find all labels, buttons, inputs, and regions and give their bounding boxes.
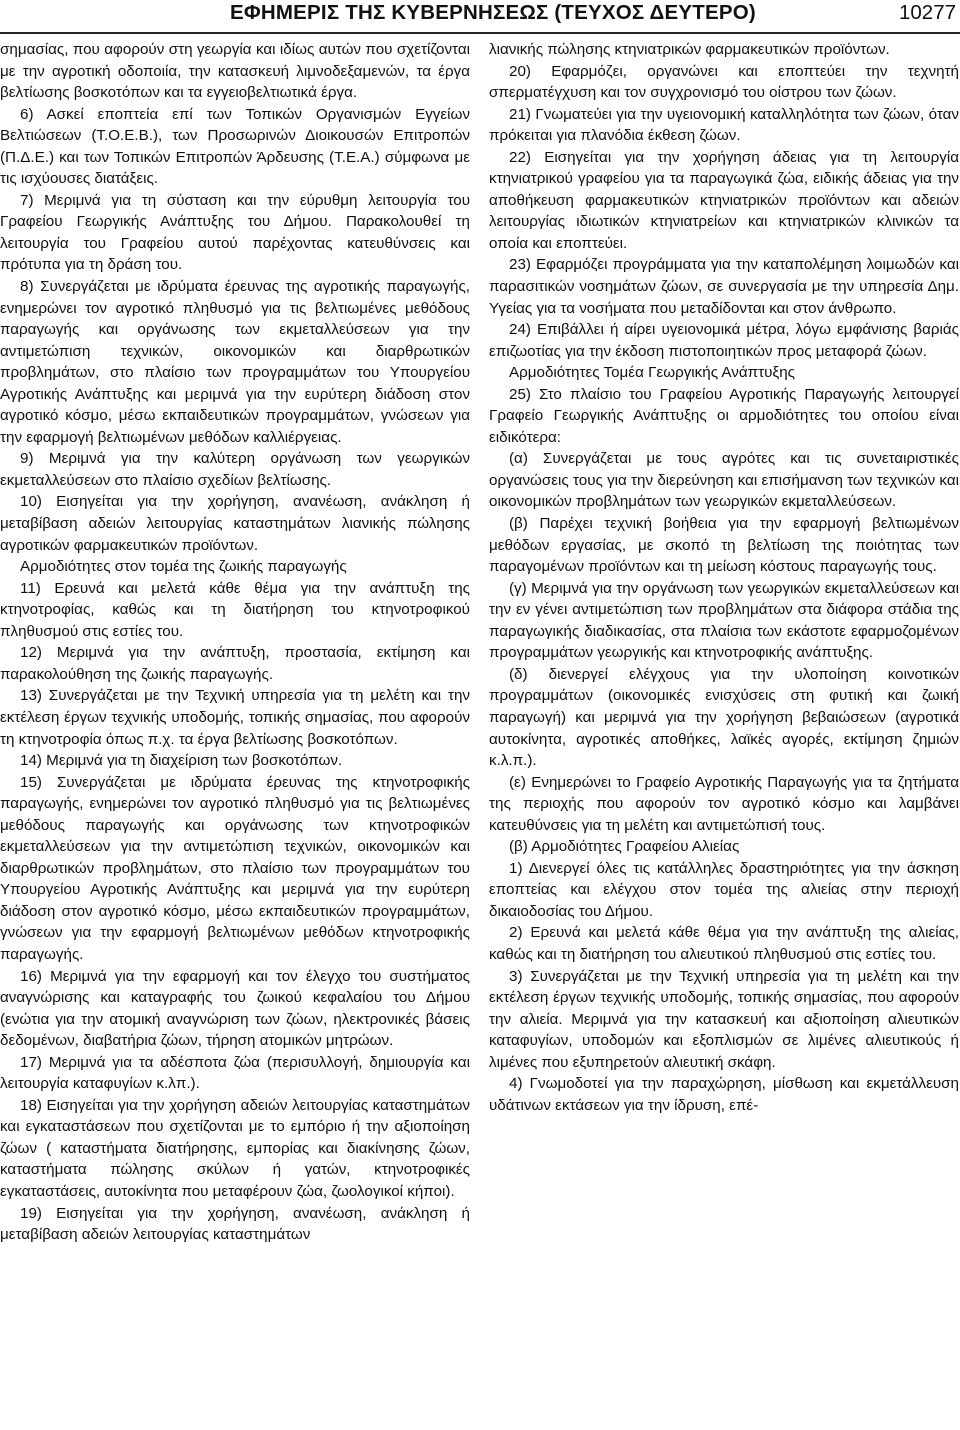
paragraph: 20) Εφαρμόζει, οργανώνει και εποπτεύει την τεχνητή σπερματέγχυση και τον συγχρονισμό του οίστρου των ζώων. [489,62,959,102]
paragraph: (α) Συνεργάζεται με τους αγρότες και τις συνεταιριστικές οργανώσεις τους για την διερεύνηση και επισήμανση των τεχνικών και οικονομικών προβλημάτων των γεωργικών εκμεταλλεύσεων. [489,450,959,511]
paragraph: 12) Μεριμνά για την ανάπτυξη, προστασία, εκτίμηση και παρακολούθηση της ζωικής παραγωγής. [0,644,470,683]
paragraph: 10) Εισηγείται για την χορήγηση, ανανέωση, ανάκληση ή μεταβίβαση αδειών λειτουργίας καταστημάτων λιανικής πώλησης αγροτικών φαρμακευτικών προϊόντων. [0,493,470,554]
paragraph: 1) Διενεργεί όλες τις κατάλληλες δραστηριότητες για την άσκηση εποπτείας και ελέγχου στον τομέα της αλιείας στην περιοχή δικαιοδοσίας του Δήμου. [489,859,959,920]
paragraph: 7) Μεριμνά για τη σύσταση και την εύρυθμη λειτουργία του Γραφείου Γεωργικής Ανάπτυξης του Δήμου. Παρακολουθεί τη λειτουργία του Γραφείου αυτού παρέχοντας κατευθύνσεις και πρότυπα για τη δράση του. [0,191,470,274]
header-rule [0,32,960,34]
paragraph: 9) Μεριμνά για την καλύτερη οργάνωση των γεωργικών εκμεταλλεύσεων στο πλαίσιο σχεδίων βελτίωσης. [0,450,470,489]
paragraph: 25) Στο πλαίσιο του Γραφείου Αγροτικής Παραγωγής λειτουργεί Γραφείο Γεωργικής Ανάπτυξης οι αρμοδιότητες του οποίου είναι ειδικότερα: [489,385,959,446]
paragraph: 15) Συνεργάζεται με ιδρύματα έρευνας της κτηνοτροφικής παραγωγής, ενημερώνει τον αγροτικό πληθυσμό για τις βελτιωμένες μεθόδους παραγωγής και οργάνωσης των κτηνοτροφικών εκμεταλλεύσεων για την αντιμετώπιση τεχνικών, οικονομικών και διαρθρωτικών προβλημάτων, στο πλαίσιο των προγραμμάτων του Υπουργείου Αγροτικής Ανάπτυξης και μεριμνά για την ευρύτερη διάδοση στον αγροτικό κόσμο, μέσω εκπαιδευτικών προγραμμάτων, γνώσεων για την εφαρμογή βελτιωμένων μεθόδων κτηνοτροφικής παραγωγής. [0,773,470,963]
paragraph: (γ) Μεριμνά για την οργάνωση των γεωργικών εκμεταλλεύσεων και την εν γένει αντιμετώπιση των προβλημάτων στα διάφορα στάδια της παραγωγικής διαδικασίας, στα πλαίσια των εκάστοτε εφαρμοζομένων προγραμμάτων γεωργικής και κτηνοτροφικής ανάπτυξης. [489,579,959,662]
paragraph: 21) Γνωματεύει για την υγειονομική καταλληλότητα των ζώων, όταν πρόκειται για πλανόδια έκθεση ζώων. [489,105,959,145]
paragraph: 17) Μεριμνά για τα αδέσποτα ζώα (περισυλλογή, δημιουργία και λειτουργία καταφυγίων κ.λπ.). [0,1053,470,1093]
gazette-title: ΕΦΗΜΕΡΙΣ ΤΗΣ ΚΥΒΕΡΝΗΣΕΩΣ (ΤΕΥΧΟΣ ΔΕΥΤΕΡΟ) [230,1,756,24]
paragraph: 22) Εισηγείται για την χορήγηση άδειας για τη λειτουργία κτηνιατρικού γραφείου για τα παραγωγικά ζώα, ειδικής άδειας για την αποθήκευση φαρμακευτικών κτηνιατρικών προϊόντων και αδειών λειτουργίας ιδιωτικών κτηνιατρείων και κτηνιατρικών κλινικών τα οποία και εποπτεύει. [489,148,959,252]
paragraph: 19) Εισηγείται για την χορήγηση, ανανέωση, ανάκληση ή μεταβίβαση αδειών λειτουργίας καταστημάτων [0,1204,470,1244]
paragraph: λιανικής πώλησης κτηνιατρικών φαρμακευτικών προϊόντων. [489,41,890,58]
paragraph: 24) Επιβάλλει ή αίρει υγειονομικά μέτρα, λόγω εμφάνισης βαριάς επιζωοτίας για την έκδοση πιστοποιητικών προς μεταφορά ζώων. [489,321,959,360]
section-heading: Αρμοδιότητες Τομέα Γεωργικής Ανάπτυξης [509,364,796,382]
paragraph: σημασίας, που αφορούν στη γεωργία και ιδίως αυτών που σχετίζονται με την αγροτική οδοποιία, την κατασκευή λιμνοδεξαμενών, τα έργα βελτίωσης βοσκοτόπων και τα εγγειοβελτιωτικά έργα. [0,41,470,102]
paragraph: 13) Συνεργάζεται με την Τεχνική υπηρεσία για τη μελέτη και την εκτέλεση έργων τεχνικής υποδομής, τοπικής σημασίας, που αφορούν τη κτηνοτροφία όπως π.χ. τα έργα βελτίωσης βοσκοτόπων. [0,687,470,748]
paragraph: 3) Συνεργάζεται με την Τεχνική υπηρεσία για τη μελέτη και την εκτέλεση έργων τεχνικής υποδομής, τοπικής σημασίας, που αφορούν την αλιεία. Μεριμνά για την κατασκευή και αξιοποίηση αλιευτικών καταφυγίων, υποδομών και εξοπλισμών σε λιμένες αλιευτικούς ή λιμένες που εξυπηρετούν αλιευτική σκάφη. [489,967,959,1071]
section-heading: (β) Αρμοδιότητες Γραφείου Αλιείας [509,838,740,856]
section-heading: Αρμοδιότητες στον τομέα της ζωικής παραγωγής [20,558,347,576]
paragraph: 16) Μεριμνά για την εφαρμογή και τον έλεγχο του συστήματος αναγνώρισης και καταγραφής του ζωικού κεφαλαίου του Δήμου (ενώτια για την ατομική αναγνώριση των ζώων, ηλεκτρονικές βάσεις δεδομένων, διαβατήρια ζώων, τήρηση ατομικών μητρώων. [0,967,470,1050]
paragraph: 4) Γνωμοδοτεί για την παραχώρηση, μίσθωση και εκμετάλλευση υδάτινων εκτάσεων για την ίδρυση, επέ- [489,1075,959,1114]
paragraph: 6) Ασκεί εποπτεία επί των Τοπικών Οργανισμών Εγγείων Βελτιώσεων (Τ.Ο.Ε.Β.), των Προσωρινών Διοικουσών Επιτροπών (Π.Δ.Ε.) και των Τοπικών Επιτροπών Άρδευσης (Τ.Ε.Α.) σύμφωνα με τις ισχύουσες διατάξεις. [0,105,470,188]
paragraph: (δ) διενεργεί ελέγχους για την υλοποίηση κοινοτικών προγραμμάτων (οικονομικές ενισχύσεις στη φυτική και ζωική παραγωγή) και μεριμνά για την χορήγηση βεβαιώσεων (αγροτικά αυτοκίνητα, αγροτικές αποθήκες, λαϊκές αγορές, εκτίμηση ζημιών κ.λ.π.). [489,665,959,770]
paragraph: 8) Συνεργάζεται με ιδρύματα έρευνας της αγροτικής παραγωγής, ενημερώνει τον αγροτικό πληθυσμό για τις βελτιωμένες μεθόδους παραγωγής και οργάνωσης των εκμεταλλεύσεων για την αντιμετώπιση τεχνικών, οικονομικών και διαρθρωτικών προβλημάτων, στο πλαίσιο των προγραμμάτων του Υπουργείου Αγροτικής Ανάπτυξης και μεριμνά για την ευρύτερη διάδοση στον αγροτικό κόσμο, μέσω εκπαιδευτικών προγραμμάτων, γνώσεων για την εφαρμογή βελτιωμένων μεθόδων καλλιέργειας. [0,278,470,446]
paragraph: 18) Εισηγείται για την χορήγηση αδειών λειτουργίας καταστημάτων και εγκαταστάσεων που σχετίζονται με το εμπόριο ή την αξιοποίηση ζώων ( καταστήματα διατήρησης, εμπορίας και διακίνησης ζώων, καταστήματα πώλησης σκύλων ή γατών, κτηνοτροφικές εγκαταστάσεις, αυτοκίνητα που μεταφέρουν ζώα, ζωολογικοί κήποι). [0,1096,470,1200]
paragraph: 2) Ερευνά και μελετά κάθε θέμα για την ανάπτυξη της αλιείας, καθώς και τη διατήρηση του αλιευτικού πληθυσμού στις εστίες του. [489,924,959,963]
paragraph: (β) Παρέχει τεχνική βοήθεια για την εφαρμογή βελτιωμένων μεθόδων εργασίας, με σκοπό τη βελτίωση της ποιότητας των παραγομένων προϊόντων και τη μείωση κόστους παραγωγής τους. [489,515,959,576]
paragraph: (ε) Ενημερώνει το Γραφείο Αγροτικής Παραγωγής για τα ζητήματα της περιοχής που αφορούν τον αγροτικό κόσμο και λαμβάνει κατευθύνσεις για τη μελέτη και αντιμετώπισή τους. [489,773,959,834]
right-column [489,39,959,1116]
paragraph: 11) Ερευνά και μελετά κάθε θέμα για την ανάπτυξη της κτηνοτροφίας, καθώς και τη διατήρηση του κτηνοτροφικού πληθυσμού στις εστίες του. [0,579,470,640]
page-header [0,0,960,40]
paragraph: 14) Μεριμνά για τη διαχείριση των βοσκοτόπων. [20,752,343,770]
left-column [0,39,470,1246]
page-number: 10277 [898,1,956,24]
paragraph: 23) Εφαρμόζει προγράμματα για την καταπολέμηση λοιμωδών και παρασιτικών νοσημάτων ζώων, σε συνεργασία με την υπηρεσία Δημ. Υγείας για τα νοσήματα που μεταδίδονται και στον άνθρωπο. [489,256,959,317]
